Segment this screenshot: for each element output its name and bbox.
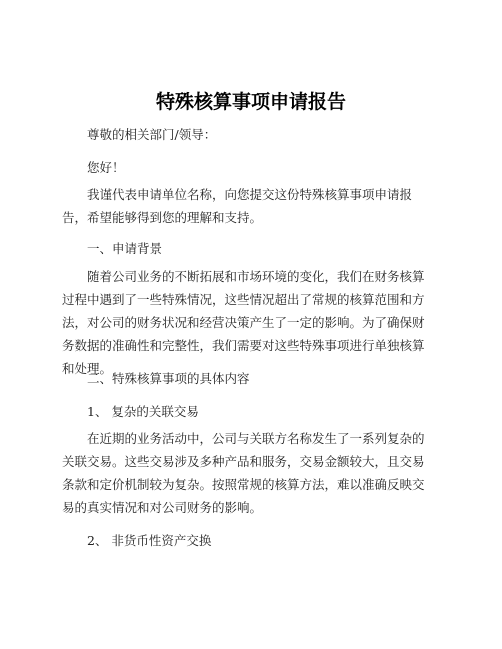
item-heading-nonmonetary-exchange: 2、 非货币性资产交换 xyxy=(87,533,212,548)
document-title: 特殊核算事项申请报告 xyxy=(155,91,346,113)
background-paragraph: 随着公司业务的不断拓展和市场环境的变化，我们在财务核算过程中遇到了一些特殊情况，这些情况超出了常规的核算范围和方法，对公司的财务状况和经营决策产生了一定的影响。为了确保财务数据的准确性和完整性，我们需要对这些特殊事项进行单独核算和处理。 xyxy=(62,269,425,376)
greeting: 您好！ xyxy=(87,160,125,175)
section-heading-background: 一、申请背景 xyxy=(87,241,163,256)
salutation: 尊敬的相关部门/领导： xyxy=(87,127,217,142)
item-heading-related-transactions: 1、 复杂的关联交易 xyxy=(87,404,199,419)
intro-paragraph: 我谨代表申请单位名称，向您提交这份特殊核算事项申请报告，希望能够得到您的理解和支持。 xyxy=(62,187,413,225)
section-heading-details: 二、特殊核算事项的具体内容 xyxy=(87,371,250,386)
related-transactions-paragraph: 在近期的业务活动中，公司与关联方名称发生了一系列复杂的关联交易。这些交易涉及多种产品和服务，交易金额较大，且交易条款和定价机制较为复杂。按照常规的核算方法，难以准确反映交易的真实情况和对公司财务的影响。 xyxy=(62,431,425,515)
